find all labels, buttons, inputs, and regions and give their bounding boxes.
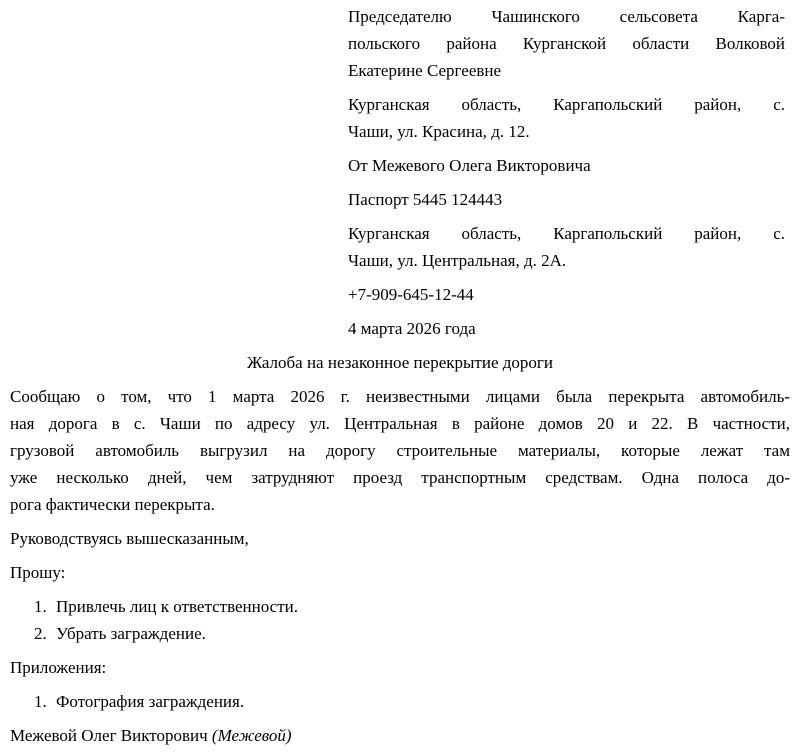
text-line: Чаши, ул. Красина, д. 12. [348, 122, 530, 141]
text-line: грузовой автомобиль выгрузил на дорогу строительные материалы, которые лежат там [10, 441, 790, 460]
list-item-number: 1. [34, 597, 47, 616]
recipient-name-paragraph [348, 3, 785, 84]
passport-paragraph: Паспорт 5445 124443 [348, 190, 503, 209]
recipient-address-paragraph [348, 91, 785, 145]
text-line: польского района Курганской области Волковой [348, 34, 785, 53]
closing-line: Руководствуясь вышесказанным, [10, 529, 249, 548]
list-item [10, 688, 790, 715]
text-line: Курганская область, Каргапольский район, с. [348, 95, 785, 114]
body-paragraph [10, 383, 790, 518]
text-line: ная дорога в с. Чаши по адресу ул. Центральная в районе домов 20 и 22. В частности, [10, 414, 790, 433]
text-line: уже несколько дней, чем затрудняют проезд транспортным средствам. Одна полоса до- [10, 468, 790, 487]
date-paragraph: 4 марта 2026 года [348, 319, 476, 338]
list-item [10, 620, 790, 647]
list-item-text: Привлечь лиц к ответственности. [56, 597, 298, 616]
document-title: Жалоба на незаконное перекрытие дороги [247, 353, 553, 372]
recipient-block [348, 3, 785, 342]
text-line: Чаши, ул. Центральная, д. 2А. [348, 251, 567, 270]
request-label: Прошу: [10, 563, 66, 582]
text-line: Председателю Чашинского сельсовета Карга- [348, 7, 785, 26]
list-item-number: 1. [34, 692, 47, 711]
text-line: Курганская область, Каргапольский район, с. [348, 224, 785, 243]
list-item [10, 593, 790, 620]
sender-paragraph: От Межевого Олега Викторовича [348, 156, 591, 175]
signature-name: Межевой Олег Викторович [10, 726, 208, 745]
attachments-list [10, 688, 790, 715]
signature-line [10, 722, 790, 749]
attachments-label: Приложения: [10, 658, 107, 677]
sender-address-paragraph [348, 220, 785, 274]
list-item-text: Убрать заграждение. [56, 624, 206, 643]
signature-note: (Межевой) [211, 726, 292, 745]
text-line: Сообщаю о том, что 1 марта 2026 г. неизвестными лицами была перекрыта автомобиль- [10, 387, 790, 406]
text-line: рога фактически перекрыта. [10, 495, 215, 514]
text-line: Екатерине Сергеевне [348, 61, 502, 80]
list-item-text: Фотография заграждения. [56, 692, 245, 711]
request-list [10, 593, 790, 647]
phone-paragraph: +7-909-645-12-44 [348, 285, 474, 304]
list-item-number: 2. [34, 624, 47, 643]
